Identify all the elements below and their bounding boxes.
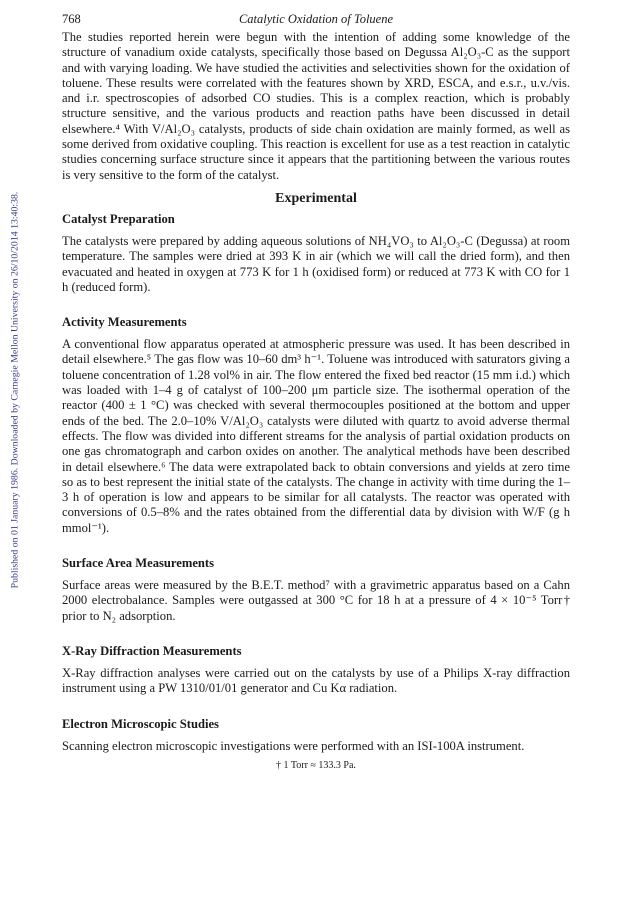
xray-diffraction-heading: X-Ray Diffraction Measurements bbox=[62, 643, 242, 658]
intro-paragraph: The studies reported herein were begun with the intention of adding some knowledge of the structure of vanadium oxide catalysts, specifically those based on Degussa Al₂O₃-C as the support and with varying loading. We have studied the activities and selectivities shown for the oxidation of toluene. These results were correlated with the features shown by XRD, ESCA, and e.s.r., u.v./vis. and i.r. spectroscopies of adsorbed CO studies. This is a complex reaction, which is probably structure sensitive, and the various products and reaction paths have been discussed in detail elsewhere.⁴ With V/Al₂O₃ catalysts, products of side chain oxidation are mainly formed, as well as some derived from oxidative coupling. This reaction is excellent for use as a test reaction in catalytic studies concerning surface structure since it appears that the partitioning between the various routes is very sensitive to the form of the catalyst. bbox=[62, 30, 570, 182]
running-title: Catalytic Oxidation of Toluene bbox=[238, 12, 394, 26]
xray-diffraction-paragraph: X-Ray diffraction analyses were carried out on the catalysts by use of a Philips X-ray diffraction instrument using a PW 1310/01/01 generator and Cu Kα radiation. bbox=[62, 665, 570, 696]
activity-measurements-heading: Activity Measurements bbox=[62, 315, 187, 330]
running-head bbox=[62, 12, 570, 30]
electron-microscopy-paragraph: Scanning electron microscopic investigations were performed with an ISI-100A instrument. bbox=[62, 738, 525, 753]
footnote: † 1 Torr ≈ 133.3 Pa. bbox=[276, 759, 356, 771]
experimental-heading: Experimental bbox=[275, 190, 357, 206]
catalyst-preparation-heading: Catalyst Preparation bbox=[62, 211, 175, 226]
download-watermark bbox=[8, 110, 22, 670]
activity-measurements-paragraph: A conventional flow apparatus operated at atmospheric pressure was used. It has been described in detail elsewhere.⁵ The gas flow was 10–60 dm³ h⁻¹. Toluene was introduced with saturators giving a toluene concentration of 1.28 vol% in air. The flow entered the fixed bed reactor (15 mm i.d.) which was loaded with 1–4 g of catalyst of 100–200 μm particle size. The isothermal operation of the reactor (400 ± 1 °C) was checked with several thermocouples positioned at the bottom and upper ends of the bed. The 2.0–10% V/Al₂O₃ catalysts were diluted with quartz to avoid adverse thermal effects. The flow was divided into different streams for the analysis of partial oxidation products on one gas chromatograph and carbon oxides on another. The analytical methods have been described in detail elsewhere.⁶ The data were extrapolated back to obtain conversions and yields at zero time so as to best represent the initial state of the catalysts. The change in activity with time during the 1–3 h of operation is low and appears to be similar for all catalysts. The reactor was operated with conversions of 0.5–8% and the rates obtained from the differential data by division with W/F (g h mmol⁻¹). bbox=[62, 337, 570, 535]
electron-microscopy-heading: Electron Microscopic Studies bbox=[62, 716, 219, 731]
page-content bbox=[62, 12, 570, 771]
surface-area-heading: Surface Area Measurements bbox=[62, 556, 215, 571]
page-number: 768 bbox=[62, 12, 81, 26]
download-watermark-text: Published on 01 January 1986. Downloaded by Carnegie Mellon University on 26/10/2014 13:40:38. bbox=[9, 191, 21, 589]
surface-area-paragraph: Surface areas were measured by the B.E.T. method⁷ with a gravimetric apparatus based on a Cahn 2000 electrobalance. Samples were outgassed at 300 °C for 18 h at a pressure of 4 × 10⁻⁵ Torr† prior to N₂ adsorption. bbox=[62, 578, 570, 623]
catalyst-preparation-paragraph: The catalysts were prepared by adding aqueous solutions of NH₄VO₃ to Al₂O₃-C (Degussa) at room temperature. The samples were dried at 393 K in air (which we will call the dried form), and then evacuated and heated in oxygen at 773 K for 1 h (oxidised form) or reduced at 773 K with CO for 1 h (reduced form). bbox=[62, 233, 570, 294]
